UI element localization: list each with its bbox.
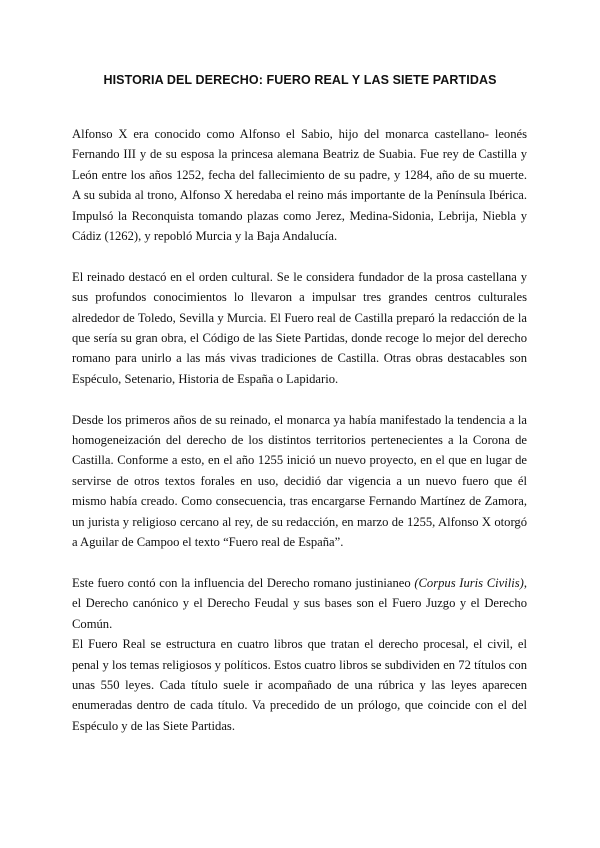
influences-text-b: , el Derecho canónico y el Derecho Feudal y sus bases son el Fuero Juzgo y el Derecho Común. [72, 575, 527, 631]
influences-text-a: Este fuero contó con la influencia del Derecho romano justinianeo [72, 575, 415, 590]
document-title: HISTORIA DEL DERECHO: FUERO REAL Y LAS SIETE PARTIDAS [103, 73, 497, 87]
paragraph-cultural-reign: El reinado destacó en el orden cultural. Se le considera fundador de la prosa castellana y sus profundos conocimientos lo llevaron a impulsar tres grandes centros culturales alrededor de Toledo, Sevilla y Murcia. El Fuero real de Castilla preparó la redacción de la que sería su gran obra, el Código de las Siete Partidas, donde recoge lo mejor del derecho romano para unirlo a las más vivas tradiciones de Castilla. Otras obras destacables son Espéculo, Setenario, Historia de España o Lapidario. [72, 269, 527, 386]
paragraph-alfonso-x: Alfonso X era conocido como Alfonso el Sabio, hijo del monarca castellano- leonés Fernando III y de su esposa la princesa alemana Beatriz de Suabia. Fue rey de Castilla y León entre los años 1252, fecha del fallecimiento de su padre, y 1284, año de su muerte. A su subida al trono, Alfonso X heredaba el reino más importante de la Península Ibérica. Impulsó la Reconquista tomando plazas como Jerez, Medina-Sidonia, Lebrija, Niebla y Cádiz (1262), y repobló Murcia y la Baja Andalucía. [72, 127, 527, 244]
corpus-iuris-civilis: (Corpus Iuris Civilis) [414, 575, 524, 590]
paragraph-homogenization: Desde los primeros años de su reinado, el monarca ya había manifestado la tendencia a la homogeneización del derecho de los distintos territorios pertenecientes a la Corona de Castilla. Conforme a esto, en el año 1255 inició un nuevo proyecto, en el que en lugar de servirse de otros textos forales en uso, decidió dar vigencia a un nuevo fuero que él mismo había creado. Como consecuencia, tras encargarse Fernando Martínez de Zamora, un jurista y religioso cercano al rey, de su redacción, en marzo de 1255, Alfonso X otorgó a Aguilar de Campoo el texto “Fuero real de España”. [72, 412, 527, 550]
document-body [72, 124, 527, 736]
paragraph-structure: El Fuero Real se estructura en cuatro libros que tratan el derecho procesal, el civil, el penal y los temas religiosos y políticos. Estos cuatro libros se subdividen en 72 títulos con unas 550 leyes. Cada título suele ir acompañado de una rúbrica y las leyes aparecen enumeradas dentro de cada título. Va precedido de un prólogo, que coincide con el del Espéculo y de las Siete Partidas. [72, 637, 527, 733]
paragraph-influences [72, 573, 527, 634]
